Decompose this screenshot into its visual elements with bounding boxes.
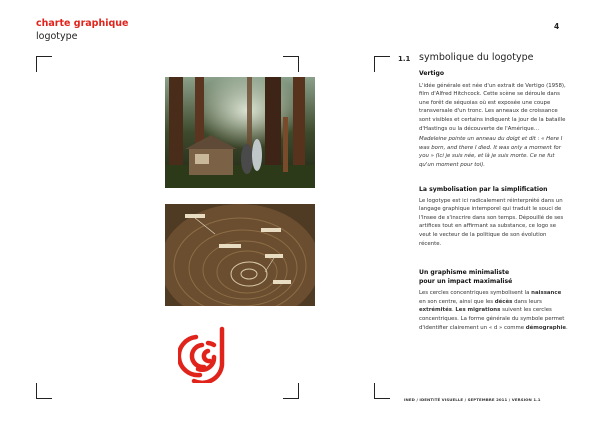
block-heading-line: pour un impact maximalisé <box>419 277 513 285</box>
graphisme-block <box>419 269 569 332</box>
block-paragraph: Madeleine pointe un anneau du doigt et dit : « Here I was born, and there I died. It was only a moment for you » (Ici je suis née, et là je suis morte. Ce ne fut qu'un moment pour toi). <box>419 136 563 168</box>
vertigo-block <box>419 70 569 170</box>
document-title: charte graphique <box>36 18 129 29</box>
block-heading: La symbolisation par la simplification <box>419 186 548 193</box>
page-footer: INED / IDENTITÉ VISUELLE / SEPTEMBRE 2011 / VERSION 1.1 <box>404 397 541 402</box>
symbolisation-block <box>419 186 569 248</box>
insee-d-logo <box>178 325 244 383</box>
page-number: 4 <box>554 22 560 31</box>
section-number: 1.1 <box>398 55 411 63</box>
block-heading: Vertigo <box>419 70 445 77</box>
section-title: symbolique du logotype <box>419 52 534 63</box>
block-paragraph: Le logotype est ici radicalement réinterprété dans un langage graphique intemporel qui traduit le souci de l'Insee de s'inscrire dans son temps. Dépouillé de ses artifices tout en affirmant sa substance, ce logo se veut le vecteur de la politique de son évolution récente. <box>419 197 564 247</box>
document-subtitle: logotype <box>36 31 78 42</box>
block-paragraph: Les cercles concentriques symbolisent la naissance en son centre, ainsi que les décès dans leurs extrémités. Les migrations suivent les cercles concentriques. La forme générale du symbole permet d'identifier clairement un « d » comme démographie. <box>419 290 568 331</box>
vertigo-forest-photo <box>165 77 315 188</box>
block-paragraph: L'idée générale est née d'un extrait de Vertigo (1958), film d'Alfred Hitchcock. Cette scène se déroule dans une forêt de séquoias où est exposée une coupe transversale d'un tronc. Les anneaux de croissance sont visibles et certains indiquent la jour de la bataille d'Hastings ou la découverte de l'Amérique… <box>419 82 566 132</box>
tree-ring-section-photo <box>165 204 315 306</box>
block-heading <box>419 269 569 286</box>
block-heading-line: Un graphisme minimaliste <box>419 269 510 276</box>
